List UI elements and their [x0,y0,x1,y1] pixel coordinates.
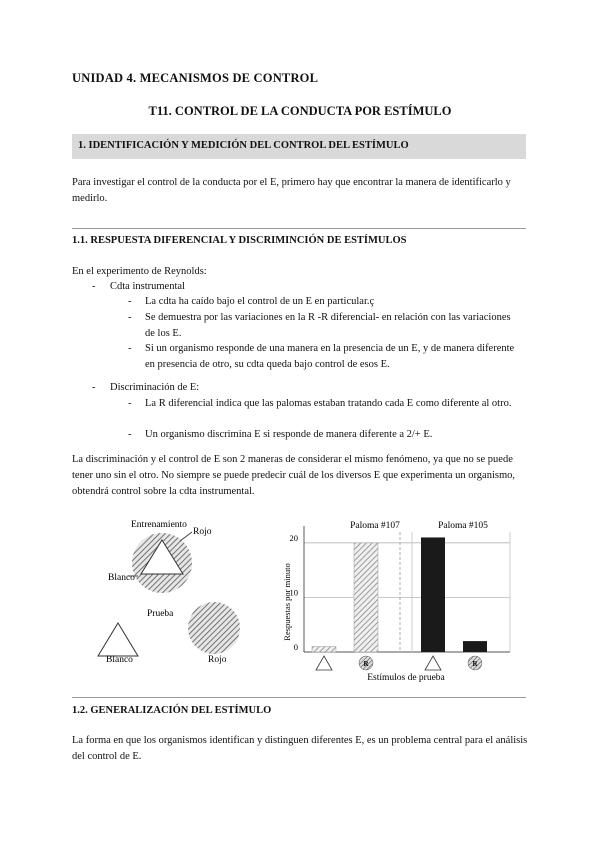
white-label-bottom: Blanco [106,655,133,665]
y-tick-label: 0 [293,642,298,652]
category-mark: R [472,660,478,668]
divider [72,228,526,229]
chart-marks [290,526,511,670]
white-label-top: Blanco [108,573,135,583]
red-label-bottom: Rojo [208,655,227,665]
bar [463,641,487,652]
bar [421,537,445,652]
training-label: Entrenamiento [131,520,187,530]
sublist-dash: - [128,398,132,409]
category-white-triangle-icon [316,656,332,670]
test-red-circle [188,602,240,654]
section-1-1-paragraph: La discriminación y el control de E son 2 maneras de considerar el mismo fenómeno, ya que no se puede tener uno sin el otro. No siempre se puede predecir cuál de los diversos E que experimenta un organismo, obtendrá control sobre la cdta instrumental. [72,454,516,497]
responses-chart [278,512,528,692]
test-label: Prueba [147,609,174,619]
bar [312,647,336,652]
sublist-item: Un organismo discrimina E si responde de manera diferente a 2/+ E. [145,429,433,440]
unit-title: UNIDAD 4. MECANISMOS DE CONTROL [72,71,319,85]
y-tick-label: 10 [289,587,298,598]
section-1-header [72,134,526,159]
sublist-dash: - [128,343,132,354]
sublist-item: Si un organismo responde de una manera en la presencia de un E, y de manera diferente en presencia de otro, su cdta queda bajo control de esos E. [145,343,515,370]
test-white-triangle [98,623,138,656]
sublist-item: Se demuestra por las variaciones en la R -R diferencial- en relación con las variaciones de los E. [145,312,511,339]
list-dash: - [92,382,96,393]
section-1-2-title: 1.2. GENERALIZACIÓN DEL ESTÍMULO [72,705,272,716]
topic-title: T11. CONTROL DE LA CONDUCTA POR ESTÍMULO [148,104,452,118]
list-item-cdta: Cdta instrumental [110,281,185,292]
list-dash: - [92,281,96,292]
bar [354,543,378,652]
sublist-item: La cdta ha caído bajo el control de un E en particular.ç [145,296,375,307]
section-1-paragraph: Para investigar el control de la conducta por el E, primero hay que encontrar la manera de identificarlo y medirlo. [72,177,511,204]
red-label-top: Rojo [193,527,212,537]
section-1-2-paragraph: La forma en que los organismos identifican y distinguen diferentes E, es un problema central para el análisis del control de E. [72,735,528,762]
chart-title-left: Paloma #107 [350,521,400,531]
sublist-dash: - [128,312,132,323]
stimuli-figure [90,512,270,672]
reynolds-intro: En el experimento de Reynolds: [72,266,207,277]
section-1-title: 1. IDENTIFICACIÓN Y MEDICIÓN DEL CONTROL DEL ESTÍMULO [78,140,409,151]
divider [72,697,526,698]
sublist-item: La R diferencial indica que las palomas estaban tratando cada E como diferente al otro. [145,398,512,409]
section-1-1-title: 1.1. RESPUESTA DIFERENCIAL Y DISCRIMINCIÓN DE ESTÍMULOS [72,235,407,246]
y-tick-label: 20 [289,532,298,543]
chart-title-right: Paloma #105 [438,521,488,531]
sublist-dash: - [128,429,132,440]
leader-line [180,532,192,541]
category-white-triangle-icon [425,656,441,670]
chart-xlabel: Estímulos de prueba [367,673,445,683]
chart-ylabel: Respuestas por minuto [282,563,292,641]
sublist-dash: - [128,296,132,307]
list-item-discriminacion: Discriminación de E: [110,382,200,393]
category-mark: R [363,660,369,668]
